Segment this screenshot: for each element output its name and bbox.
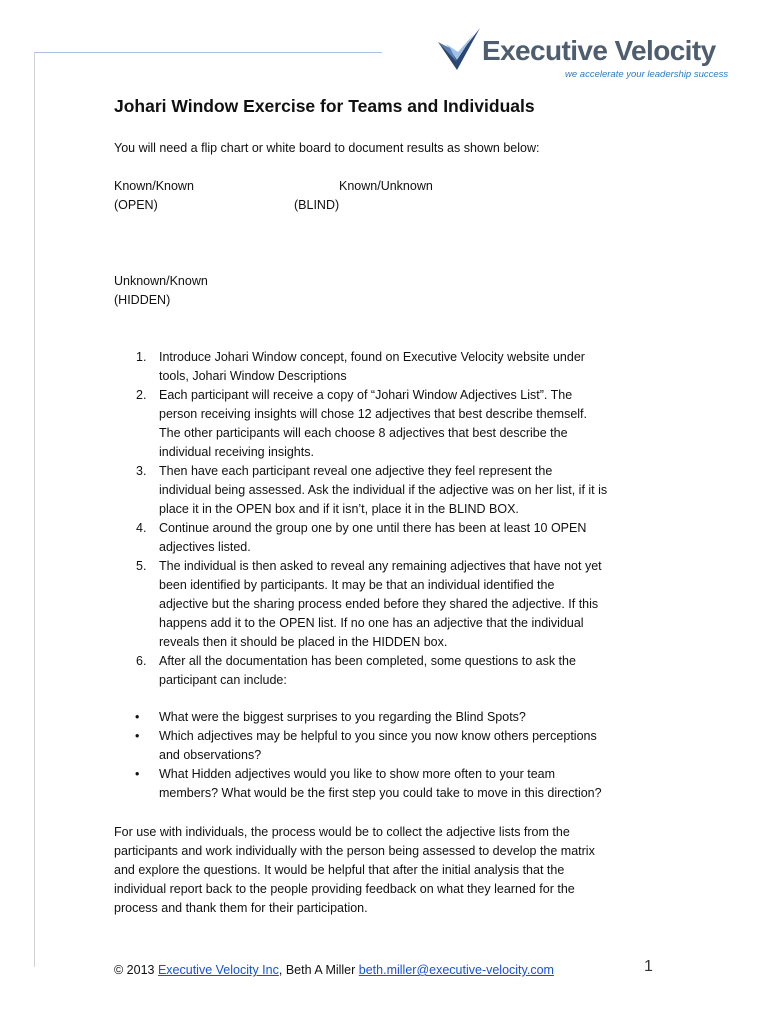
list-line: been identified by participants. It may be that an individual identified the [159, 578, 555, 592]
steps-list [114, 348, 674, 690]
list-item [114, 765, 674, 803]
list-line: After all the documentation has been completed, some questions to ask the [159, 654, 576, 668]
list-item [114, 348, 674, 386]
list-line: adjectives listed. [159, 540, 251, 554]
list-line: reveals then it should be placed in the HIDDEN box. [159, 635, 448, 649]
logo-tagline: we accelerate your leadership success [565, 69, 729, 80]
paragraph-line: participants and work individually with the person being assessed to develop the matrix [114, 844, 595, 858]
quadrant-top-right-label: Known/Unknown [339, 179, 433, 193]
list-item [114, 462, 674, 519]
list-line: and observations? [159, 748, 262, 762]
list-line: What were the biggest surprises to you regarding the Blind Spots? [159, 710, 526, 724]
paragraph-line: individual report back to the people providing feedback on what they learned for the [114, 882, 575, 896]
list-line: adjective but the sharing process ended before they shared the adjective. If this [159, 597, 599, 611]
list-line: The individual is then asked to reveal any remaining adjectives that have not yet [159, 559, 602, 573]
quadrant-bottom-left-sub: (HIDDEN) [114, 293, 171, 307]
list-number: 2. [136, 388, 147, 402]
list-line: members? What would be the first step you could take to move in this direction? [159, 786, 602, 800]
questions-list [114, 708, 674, 803]
bullet-icon: • [135, 767, 140, 781]
footer-copyright: © 2013 [114, 963, 158, 977]
quadrant-top-left-sub: (OPEN) [114, 198, 158, 212]
list-number: 4. [136, 521, 147, 535]
list-number: 6. [136, 654, 147, 668]
list-line: The other participants will each choose 8 adjectives that best describe the [159, 426, 568, 440]
list-line: What Hidden adjectives would you like to show more often to your team [159, 767, 556, 781]
list-number: 3. [136, 464, 147, 478]
executive-velocity-logo [436, 26, 736, 86]
email-link[interactable]: beth.miller@executive-velocity.com [358, 963, 554, 977]
list-number: 5. [136, 559, 147, 573]
list-item [114, 519, 674, 557]
list-line: happens add it to the OPEN list. If no one has an adjective that the individual [159, 616, 584, 630]
list-line: individual being assessed. Ask the individual if the adjective was on her list, if it is [159, 483, 608, 497]
company-link[interactable]: Executive Velocity Inc [157, 963, 279, 977]
list-line: person receiving insights will chose 12 adjectives that best describe themself. [159, 407, 587, 421]
list-number: 1. [136, 350, 147, 364]
logo-mark-icon [436, 26, 482, 76]
list-line: Introduce Johari Window concept, found on Executive Velocity website under [159, 350, 585, 364]
quadrant-top-left-label: Known/Known [114, 179, 194, 193]
list-line: Which adjectives may be helpful to you since you now know others perceptions [159, 729, 597, 743]
list-line: participant can include: [159, 673, 287, 687]
document-title: Johari Window Exercise for Teams and Individuals [114, 96, 535, 116]
closing-paragraph [114, 823, 674, 918]
page-frame-left-line [34, 52, 35, 967]
list-item [114, 557, 674, 652]
bullet-icon: • [135, 729, 140, 743]
bullet-icon: • [135, 710, 140, 724]
quadrant-top-right-sub: (BLIND) [294, 198, 340, 212]
page-frame-top-line [34, 52, 382, 53]
list-item [114, 727, 674, 765]
list-item [114, 708, 674, 727]
footer [114, 961, 554, 980]
paragraph-line: and explore the questions. It would be helpful that after the initial analysis that the [114, 863, 565, 877]
list-line: tools, Johari Window Descriptions [159, 369, 347, 383]
page-number: 1 [644, 958, 653, 975]
list-line: Then have each participant reveal one adjective they feel represent the [159, 464, 553, 478]
list-line: Continue around the group one by one until there has been at least 10 OPEN [159, 521, 587, 535]
quadrant-bottom-left-label: Unknown/Known [114, 274, 208, 288]
footer-author: , Beth A Miller [278, 963, 359, 977]
list-line: Each participant will receive a copy of “Johari Window Adjectives List”. The [159, 388, 573, 402]
list-item [114, 652, 674, 690]
intro-text: You will need a flip chart or white board to document results as shown below: [114, 141, 540, 155]
logo-name: Executive Velocity [482, 35, 716, 66]
paragraph-line: process and thank them for their participation. [114, 901, 368, 915]
paragraph-line: For use with individuals, the process would be to collect the adjective lists from the [114, 825, 570, 839]
list-item [114, 386, 674, 462]
list-line: individual receiving insights. [159, 445, 314, 459]
list-line: place it in the OPEN box and if it isn’t, place it in the BLIND BOX. [159, 502, 519, 516]
